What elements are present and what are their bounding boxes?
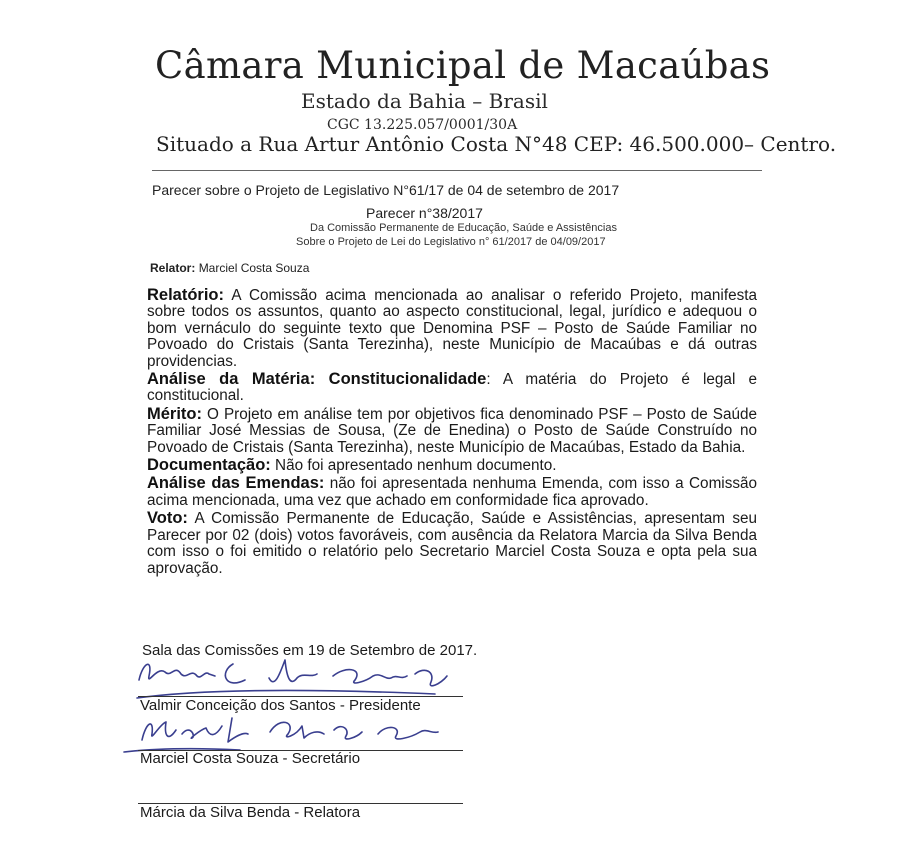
president-name: Valmir Conceição dos Santos - Presidente [140,697,421,714]
secretary-name: Marciel Costa Souza - Secretário [140,750,361,767]
rapporteur-signatory-name: Márcia da Silva Benda - Relatora [140,804,361,821]
section-label: Documentação: [147,456,271,475]
rapporteur-label: Relator: [150,261,196,275]
cgc-number: CGC 13.225.057/0001/30A [327,117,518,133]
section-label: Mérito: [147,404,202,423]
section-vote [147,510,757,577]
section-text: A Comissão acima mencionada ao analisar o referido Projeto, manifesta sobre todos os assuntos, quanto ao aspecto constitucional, legal, jurídico e adequou o bom vernáculo do seguinte texto que Denomina PSF – Posto de Saúde Familiar no Povoado do Cristais (Santa Terezinha), neste Município de Macaúbas e dá outras providencias. [147,287,757,370]
rapporteur-name: Marciel Costa Souza [198,261,310,275]
section-documentation [147,457,757,474]
president-signature [135,650,455,702]
address-line: Situado a Rua Artur Antônio Costa N°48 CEP: 46.500.000– Centro. [156,132,837,156]
section-report [147,287,757,370]
section-merit [147,406,757,456]
section-text: A Comissão Permanente de Educação, Saúde e Assistências, apresentam seu Parecer por 02 (dois) votos favoráveis, com ausência da Relatora Marcia da Silva Benda com isso o foi emitido o relatório pelo Secretario Marciel Costa Souza e opta pela sua aprovação. [147,510,758,577]
section-text: O Projeto em análise tem por objetivos fica denominado PSF – Posto de Saúde Familiar José Messias de Sousa, (Ze de Enedina) o Posto de Saúde Construído no Povoado de Cristais (Santa Terezinha), neste Município de Macaúbas, Estado da Bahia. [147,405,758,456]
section-text: Não foi apresentado nenhum documento. [275,457,557,475]
header-divider [152,170,762,171]
rapporteur-line [150,261,309,275]
opinion-subject: Parecer sobre o Projeto de Legislativo N°61/17 de 04 de setembro de 2017 [152,182,620,198]
bill-reference: Sobre o Projeto de Lei do Legislativo n° 61/2017 de 04/09/2017 [296,236,606,248]
opinion-number: Parecer n°38/2017 [366,205,483,221]
section-amendments [147,475,757,509]
section-text: : A matéria do Projeto é legal e constitucional. [147,371,757,405]
section-label: Relatório: [147,286,225,304]
closing-line: Sala das Comissões em 19 de Setembro de 2017. [142,642,478,659]
section-text: não foi apresentada nenhuma Emenda, com isso a Comissão acima mencionada, uma vez que achado em conformidade fica aprovado. [147,475,758,509]
section-label: Análise das Emendas: [147,474,325,493]
section-label: Voto: [147,509,188,528]
commission-name: Da Comissão Permanente de Educação, Saúde e Assistências [310,222,617,234]
chamber-title: Câmara Municipal de Macaúbas [155,44,771,87]
section-constitutionality [147,371,757,405]
section-label: Análise da Matéria: Constitucionalidade [147,370,487,389]
opinion-body [147,287,757,578]
secretary-signature [120,708,450,756]
state-line: Estado da Bahia – Brasil [301,89,548,113]
